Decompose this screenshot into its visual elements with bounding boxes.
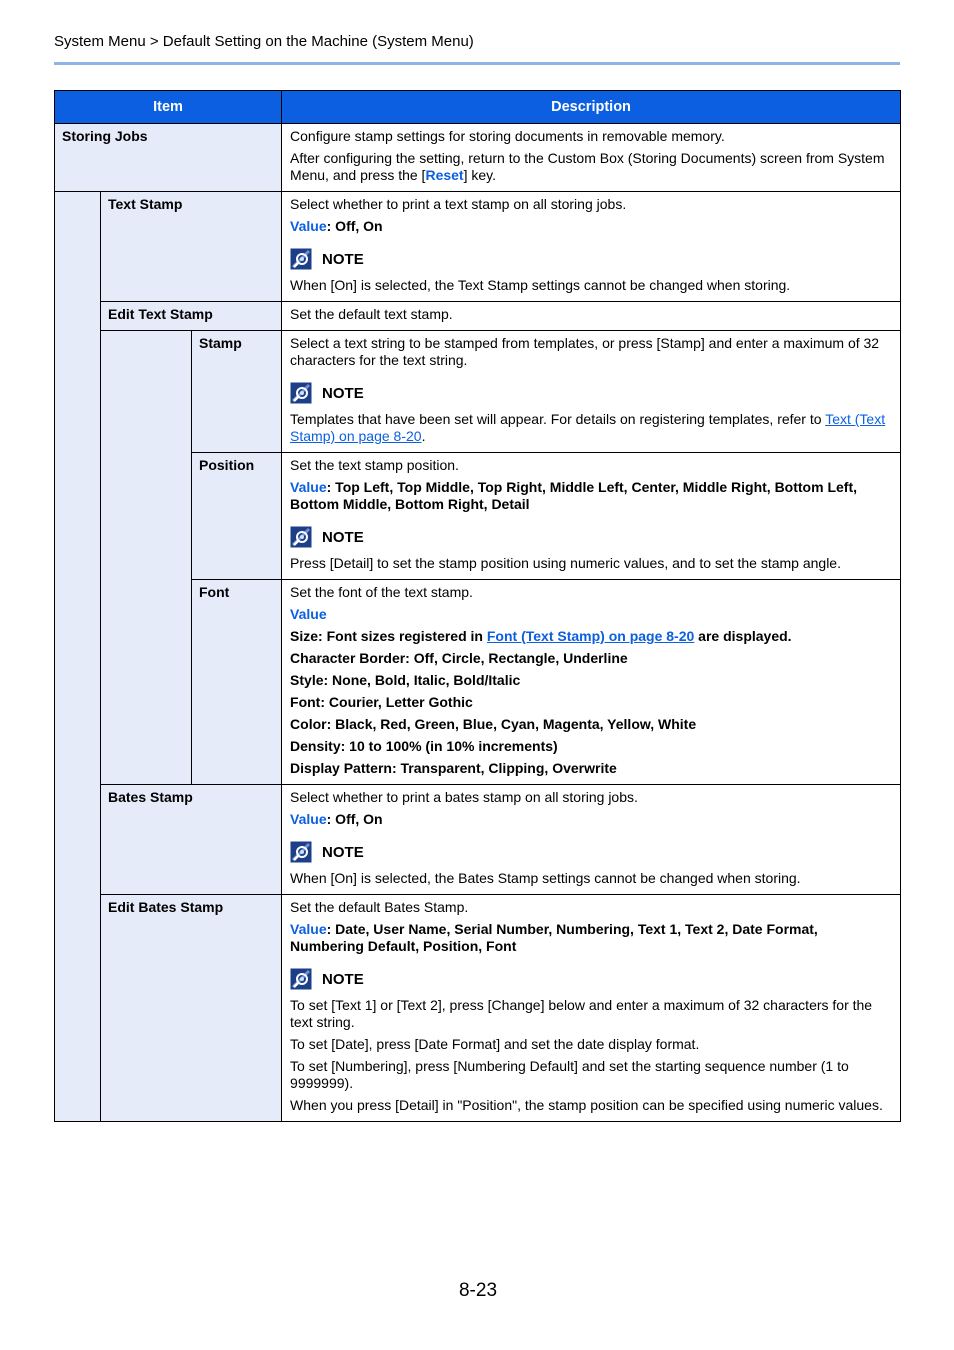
note-magnifier-icon <box>290 968 312 990</box>
font-value-line: Style: None, Bold, Italic, Bold/Italic <box>290 672 521 688</box>
note-heading: NOTE <box>290 840 892 864</box>
description-text-stamp: Select whether to print a text stamp on all storing jobs. Value: Off, On NOTE When [On] is selected, the Text Stamp settings cannot be changed when storing. <box>282 192 901 302</box>
note-text: To set [Text 1] or [Text 2], press [Change] below and enter a maximum of 32 characters for the text string. <box>290 997 873 1030</box>
note-text: When [On] is selected, the Bates Stamp settings cannot be changed when storing. <box>290 870 801 886</box>
note-magnifier-icon <box>290 248 312 270</box>
item-storing-jobs: Storing Jobs <box>55 124 282 192</box>
breadcrumb: System Menu > Default Setting on the Machine (System Menu) <box>54 33 474 50</box>
indent-column <box>101 331 192 785</box>
note-heading: NOTE <box>290 525 892 549</box>
table-row <box>55 785 901 895</box>
note-text: To set [Date], press [Date Format] and set the date display format. <box>290 1036 700 1052</box>
item-edit-bates-stamp: Edit Bates Stamp <box>101 895 282 1122</box>
description-text: Configure stamp settings for storing documents in removable memory. <box>290 128 725 144</box>
item-bates-stamp: Bates Stamp <box>101 785 282 895</box>
description-edit-text-stamp: Set the default text stamp. <box>282 302 901 331</box>
table-row <box>55 192 901 302</box>
item-font: Font <box>192 580 282 785</box>
note-magnifier-icon <box>290 382 312 404</box>
note-magnifier-icon <box>290 526 312 548</box>
font-value-line: Display Pattern: Transparent, Clipping, Overwrite <box>290 760 617 776</box>
item-stamp: Stamp <box>192 331 282 453</box>
page-number: 8-23 <box>458 1280 498 1301</box>
note-heading: NOTE <box>290 247 892 271</box>
font-value-line: Color: Black, Red, Green, Blue, Cyan, Magenta, Yellow, White <box>290 716 697 732</box>
reset-key-label: Reset <box>425 167 464 183</box>
table-row <box>55 302 901 331</box>
font-value-line: Character Border: Off, Circle, Rectangle, Underline <box>290 650 628 666</box>
description-storing-jobs <box>282 124 901 192</box>
table-row <box>55 895 901 1122</box>
description-position: Set the text stamp position. Value: Top Left, Top Middle, Top Right, Middle Left, Center, Middle Right, Bottom Left, Bottom Middle, Bottom Right, Detail NOTE Press [Detail] to set the stamp position using numeric values, and to set the stamp angle. <box>282 453 901 580</box>
note-text: When [On] is selected, the Text Stamp settings cannot be changed when storing. <box>290 277 791 293</box>
note-text: Templates that have been set will appear. For details on registering templates, refer to Text (Text Stamp) on page 8-20. <box>290 411 886 444</box>
column-header-item: Item <box>55 91 282 124</box>
table-header-row <box>55 91 901 124</box>
link-font-text-stamp[interactable]: Font (Text Stamp) on page 8-20 <box>486 628 695 644</box>
item-edit-text-stamp: Edit Text Stamp <box>101 302 282 331</box>
note-magnifier-icon <box>290 841 312 863</box>
note-heading: NOTE <box>290 967 892 991</box>
description-text: After configuring the setting, return to the Custom Box (Storing Documents) screen from System Menu, and press the [Reset] key. <box>290 150 885 183</box>
font-value-line: Font: Courier, Letter Gothic <box>290 694 473 710</box>
note-text: To set [Numbering], press [Numbering Default] and set the starting sequence number (1 to 9999999). <box>290 1058 849 1091</box>
table-row <box>55 331 901 453</box>
note-text: When you press [Detail] in "Position", the stamp position can be specified using numeric values. <box>290 1097 883 1113</box>
column-header-description: Description <box>282 91 901 124</box>
description-bates-stamp: Select whether to print a bates stamp on all storing jobs. Value: Off, On NOTE When [On] is selected, the Bates Stamp settings cannot be changed when storing. <box>282 785 901 895</box>
description-font: Set the font of the text stamp. Value Size: Font sizes registered in Font (Text Stamp) on page 8-20 are displayed. Character Border: Off, Circle, Rectangle, Underline Style: None, Bold, Italic, Bold/Italic Font: Courier, Letter Gothic Color: Black, Red, Green, Blue, Cyan, Magenta, Yellow, White Density: 10 to 100% (in 10% increments) Display Pattern: Transparent, Clipping, Overwrite <box>282 580 901 785</box>
description-stamp: Select a text string to be stamped from templates, or press [Stamp] and enter a maximum of 32 characters for the text string. NOTE Templates that have been set will appear. For details on registering templates, refer to Text (Text Stamp) on page 8-20. <box>282 331 901 453</box>
font-value-line: Density: 10 to 100% (in 10% increments) <box>290 738 558 754</box>
item-position: Position <box>192 453 282 580</box>
note-text: Press [Detail] to set the stamp position using numeric values, and to set the stamp angle. <box>290 555 841 571</box>
note-heading: NOTE <box>290 381 892 405</box>
header-rule <box>54 62 900 65</box>
description-edit-bates-stamp: Set the default Bates Stamp. Value: Date, User Name, Serial Number, Numbering, Text 1, Text 2, Date Format, Numbering Default, Position, Font NOTE To set [Text 1] or [Text 2], press [Change] below and enter a maximum of 32 characters for the text string. To set [Date], press [Date Format] and set the date display format. To set [Numbering], press [Numbering Default] and set the starting sequence number (1 to 9999999). When you press [Detail] in "Position", the stamp position can be specified using numeric values. <box>282 895 901 1122</box>
indent-column <box>55 192 101 1122</box>
link-text-stamp[interactable]: Text (Text Stamp) on page 8-20 <box>290 411 886 444</box>
settings-table <box>54 90 901 1122</box>
table-row <box>55 124 901 192</box>
item-text-stamp: Text Stamp <box>101 192 282 302</box>
